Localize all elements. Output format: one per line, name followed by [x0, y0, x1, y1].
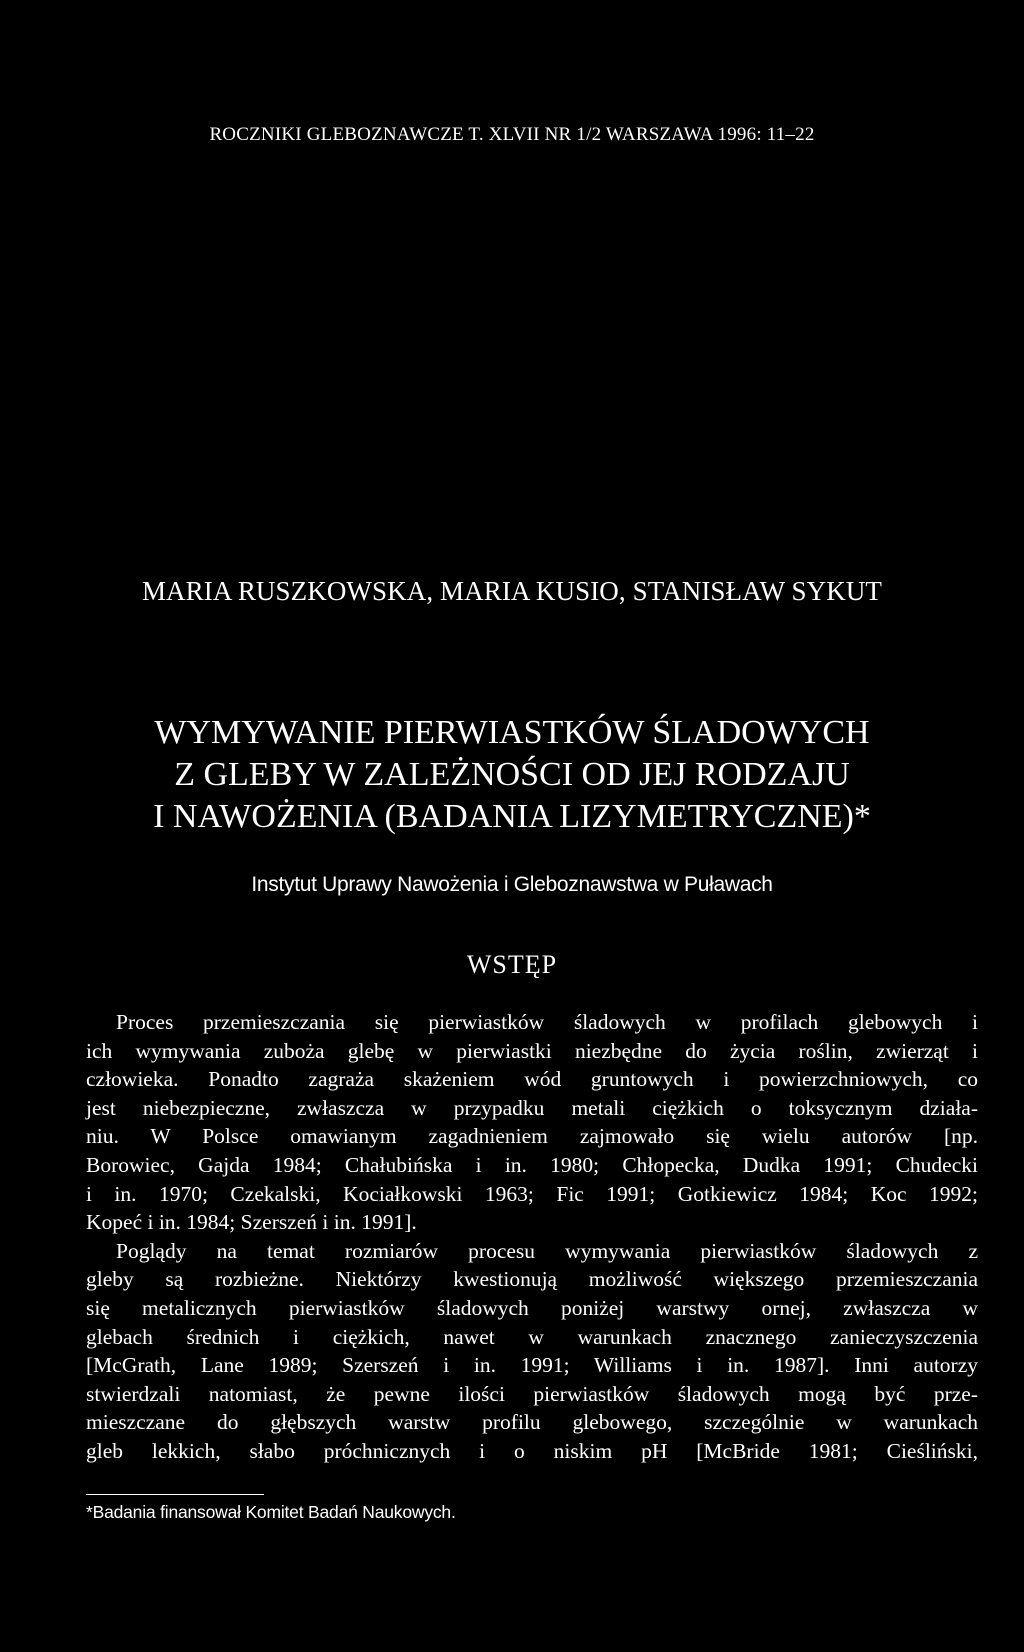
institute-affiliation: Instytut Uprawy Nawożenia i Gleboznawstwa w Puławach	[251, 873, 773, 896]
body-line: ich wymywania zuboża glebę w pierwiastki niezbędne do życia roślin, zwierząt i	[86, 1038, 978, 1063]
article-authors: MARIA RUSZKOWSKA, MARIA KUSIO, STANISŁAW SYKUT	[141, 576, 883, 606]
body-line: i in. 1970; Czekalski, Kociałkowski 1963; Fic 1991; Gotkiewicz 1984; Koc 1992;	[86, 1181, 978, 1206]
body-line: stwierdzali natomiast, że pewne ilości pierwiastków śladowych mogą być prze-	[86, 1381, 978, 1406]
body-line: niu. W Polsce omawianym zagadnieniem zajmowało się wielu autorów [np.	[86, 1124, 978, 1149]
body-line: Kopeć i in. 1984; Szerszeń i in. 1991].	[86, 1210, 417, 1235]
footnote-divider	[86, 1494, 264, 1495]
body-line: jest niebezpieczne, zwłaszcza w przypadku metali ciężkich o toksycznym działa-	[86, 1095, 978, 1120]
body-line: człowieka. Ponadto zagraża skażeniem wód gruntowych i powierzchniowych, co	[86, 1067, 978, 1092]
body-line: [McGrath, Lane 1989; Szerszeń i in. 1991; Williams i in. 1987]. Inni autorzy	[86, 1353, 978, 1378]
body-line: glebach średnich i ciężkich, nawet w warunkach znacznego zanieczyszczenia	[86, 1324, 978, 1349]
running-head: ROCZNIKI GLEBOZNAWCZE T. XLVII NR 1/2 WARSZAWA 1996: 11–22	[209, 124, 815, 145]
section-heading: WSTĘP	[466, 950, 558, 979]
article-title-line: WYMYWANIE PIERWIASTKÓW ŚLADOWYCH	[154, 714, 870, 751]
body-line: Borowiec, Gajda 1984; Chałubińska i in. 1980; Chłopecka, Dudka 1991; Chudecki	[86, 1152, 978, 1177]
article-title-line: Z GLEBY W ZALEŻNOŚCI OD JEJ RODZAJU	[174, 756, 850, 793]
body-line: się metalicznych pierwiastków śladowych poniżej warstwy ornej, zwłaszcza w	[86, 1295, 978, 1320]
body-line: gleby są rozbieżne. Niektórzy kwestionują możliwość większego przemieszczania	[86, 1267, 978, 1292]
article-title-line: I NAWOŻENIA (BADANIA LIZYMETRYCZNE)*	[153, 798, 871, 835]
body-text	[86, 1008, 978, 1466]
article-title	[0, 712, 1024, 838]
footnote: *Badania finansował Komitet Badań Naukowych.	[86, 1502, 456, 1522]
body-line: gleb lekkich, słabo próchnicznych i o niskim pH [McBride 1981; Cieśliński,	[86, 1438, 978, 1463]
body-line: Poglądy na temat rozmiarów procesu wymywania pierwiastków śladowych z	[116, 1238, 978, 1263]
body-line: Proces przemieszczania się pierwiastków śladowych w profilach glebowych i	[116, 1010, 978, 1034]
body-line: mieszczane do głębszych warstw profilu glebowego, szczególnie w warunkach	[86, 1410, 978, 1435]
